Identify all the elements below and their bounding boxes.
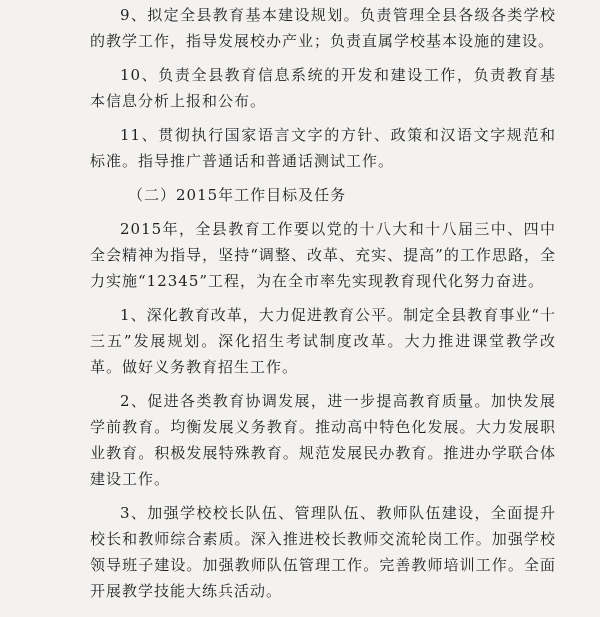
task-paragraph-2: 2、促进各类教育协调发展，进一步提高教育质量。加快发展学前教育。均衡发展义务教育。推动高中特色化发展。大力发展职业教育。积极发展特殊教育。规范发展民办教育。推进办学联合体建设工作。 <box>90 392 556 488</box>
section-heading: （二）2015年工作目标及任务 <box>128 186 347 204</box>
task-paragraph-1: 1、深化教育改革，大力促进教育公平。制定全县教育事业“十三五”发展规划。深化招生考试制度改革。大力推进课堂教学改革。做好义务教育招生工作。 <box>90 306 556 376</box>
duty-paragraph-11: 11、贯彻执行国家语言文字的方针、政策和汉语文字规范和标准。指导推广普通话和普通话测试工作。 <box>90 126 556 170</box>
task-paragraph-3: 3、加强学校校长队伍、管理队伍、教师队伍建设，全面提升校长和教师综合素质。深入推进校长教师交流轮岗工作。加强学校领导班子建设。加强教师队伍管理工作。完善教师培训工作。全面开展教学技能大练兵活动。 <box>90 504 556 600</box>
duty-paragraph-9: 9、拟定全县教育基本建设规划。负责管理全县各级各类学校的教学工作，指导发展校办产业；负责直属学校基本设施的建设。 <box>90 6 556 50</box>
duty-paragraph-10: 10、负责全县教育信息系统的开发和建设工作，负责教育基本信息分析上报和公布。 <box>90 66 556 110</box>
intro-paragraph: 2015年，全县教育工作要以党的十八大和十八届三中、四中全会精神为指导，坚持“调整、改革、充实、提高”的工作思路，全力实施“12345”工程，为在全市率先实现教育现代化努力奋进。 <box>90 220 556 290</box>
